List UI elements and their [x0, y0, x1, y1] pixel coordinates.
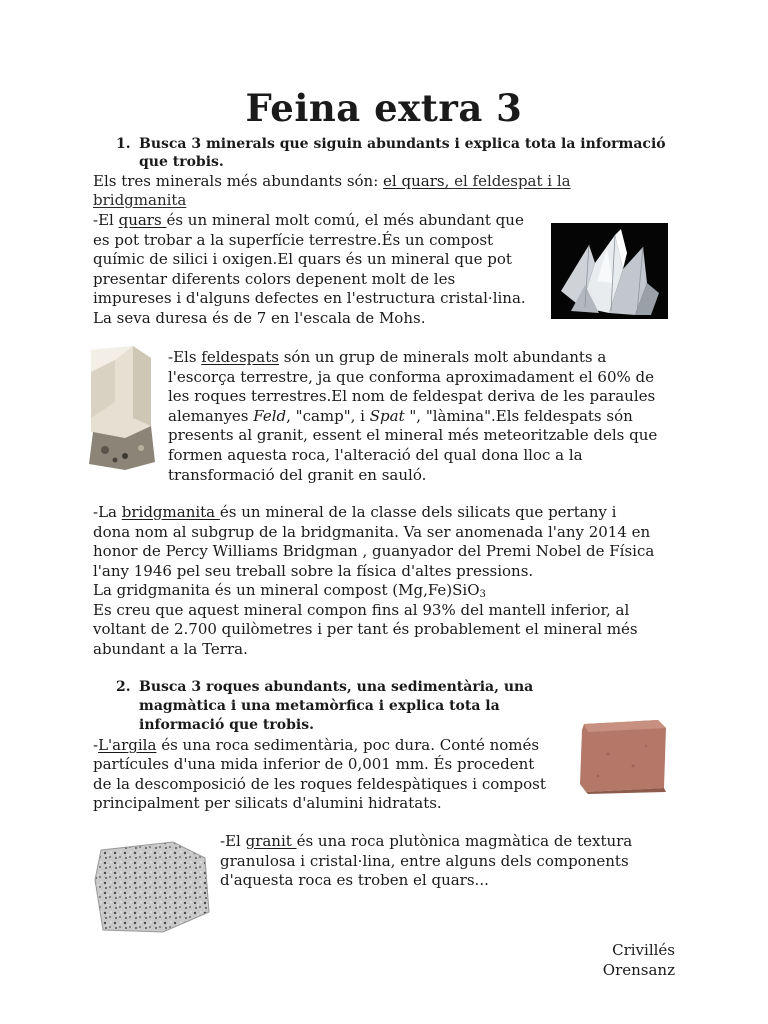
link-granit[interactable]: granit	[245, 832, 297, 850]
link-feldespat[interactable]: , el feldespat i la	[444, 172, 571, 190]
quars-line-3: químic de silici i oxigen.El quars és un mineral que pot	[93, 250, 512, 268]
question-1-line-2: que trobis.	[139, 154, 224, 170]
bridgmanita-line-7: voltant de 2.700 quilòmetres i per tant és probablement el mineral més	[93, 620, 638, 638]
link-quars-2[interactable]: quars	[118, 211, 167, 229]
link-quars[interactable]: el quars	[383, 172, 445, 190]
feldespat-line-7: transformació del granit en sauló.	[168, 466, 427, 484]
quars-line-5: impureses i d'alguns defectes en l'estructura cristal·lina.	[93, 289, 526, 307]
question-2-line-1: Busca 3 roques abundants, una sedimentària, una	[139, 679, 534, 695]
bridgmanita-line-2: dona nom al subgrup de la bridgmanita. Va ser anomenada l'any 2014 en	[93, 523, 651, 541]
page-title: Feina extra 3	[245, 86, 523, 130]
question-2-line-2: magmàtica i una metamòrfica i explica tota la	[139, 698, 500, 714]
question-1-line-1: Busca 3 minerals que siguin abundants i explica tota la informació	[139, 136, 666, 152]
granit-line-2: granulosa i cristal·lina, entre alguns dels components	[220, 852, 629, 870]
feldespat-line-1: -Els feldespats són un grup de minerals molt abundants a	[168, 348, 607, 366]
link-feldespats[interactable]: feldespats	[201, 348, 279, 366]
question-2-number: 2.	[116, 679, 131, 695]
feldespat-line-5: presents al granit, essent el mineral més meteoritzable dels que	[168, 426, 658, 444]
author-last-name: Orensanz	[602, 961, 675, 979]
argila-line-1: -L'argila és una roca sedimentària, poc dura. Conté només	[93, 736, 540, 754]
argila-line-4: principalment per silicats d'alumini hidratats.	[93, 794, 442, 812]
feldspar-crystal-image	[85, 346, 157, 470]
granite-rock-image	[93, 840, 211, 934]
feldespat-line-6: formen aquesta roca, l'alteració del qual dona lloc a la	[168, 446, 583, 464]
granit-line-1: -El granit és una roca plutònica magmàtica de textura	[220, 832, 633, 850]
author-first-name: Crivillés	[612, 941, 675, 959]
intro-line: Els tres minerals més abundants són: el quars, el feldespat i la	[93, 172, 571, 190]
bridgmanita-line-4: l'any 1946 pel seu treball sobre la física d'altes pressions.	[93, 562, 534, 580]
link-argila[interactable]: L'argila	[98, 736, 157, 754]
bridgmanita-line-3: honor de Percy Williams Bridgman , guanyador del Premi Nobel de Física	[93, 542, 655, 560]
question-2-line-3: informació que trobis.	[139, 717, 314, 733]
question-1-number: 1.	[116, 136, 131, 152]
bridgmanita-line-6: Es creu que aquest mineral compon fins al 93% del mantell inferior, al	[93, 601, 630, 619]
quars-line-2: es pot trobar a la superfície terrestre.És un compost	[93, 231, 494, 249]
bridgmanita-formula-line: La gridgmanita és un mineral compost (Mg,Fe)SiO$_3$	[93, 581, 486, 600]
quartz-crystal-image	[551, 223, 668, 319]
feldespat-line-3: les roques terrestres.El nom de feldespat deriva de les paraules	[168, 387, 656, 405]
quars-line-4: presentar diferents colors depenent molt de les	[93, 270, 456, 288]
clay-rock-image	[578, 718, 668, 794]
granit-line-3: d'aquesta roca es troben el quars...	[220, 871, 489, 889]
bridgmanita-line-1: -La bridgmanita és un mineral de la classe dels silicats que pertany i	[93, 503, 617, 521]
link-bridgmanita[interactable]: bridgmanita	[93, 191, 187, 209]
quars-line-6: La seva duresa és de 7 en l'escala de Mohs.	[93, 309, 426, 327]
link-bridgmanita-2[interactable]: bridgmanita	[121, 503, 220, 521]
feldespat-line-4: alemanyes Feld, "camp", i Spat ", "làmina".Els feldespats són	[168, 407, 633, 425]
argila-line-3: de la descomposició de les roques feldespàtiques i compost	[93, 775, 546, 793]
feldespat-line-2: l'escorça terrestre, ja que conforma aproximadament el 60% de	[168, 368, 654, 386]
argila-line-2: partícules d'una mida inferior de 0,001 mm. És procedent	[93, 755, 535, 773]
quars-line-1: -El quars és un mineral molt comú, el més abundant que	[93, 211, 524, 229]
bridgmanita-line-8: abundant a la Terra.	[93, 640, 248, 658]
